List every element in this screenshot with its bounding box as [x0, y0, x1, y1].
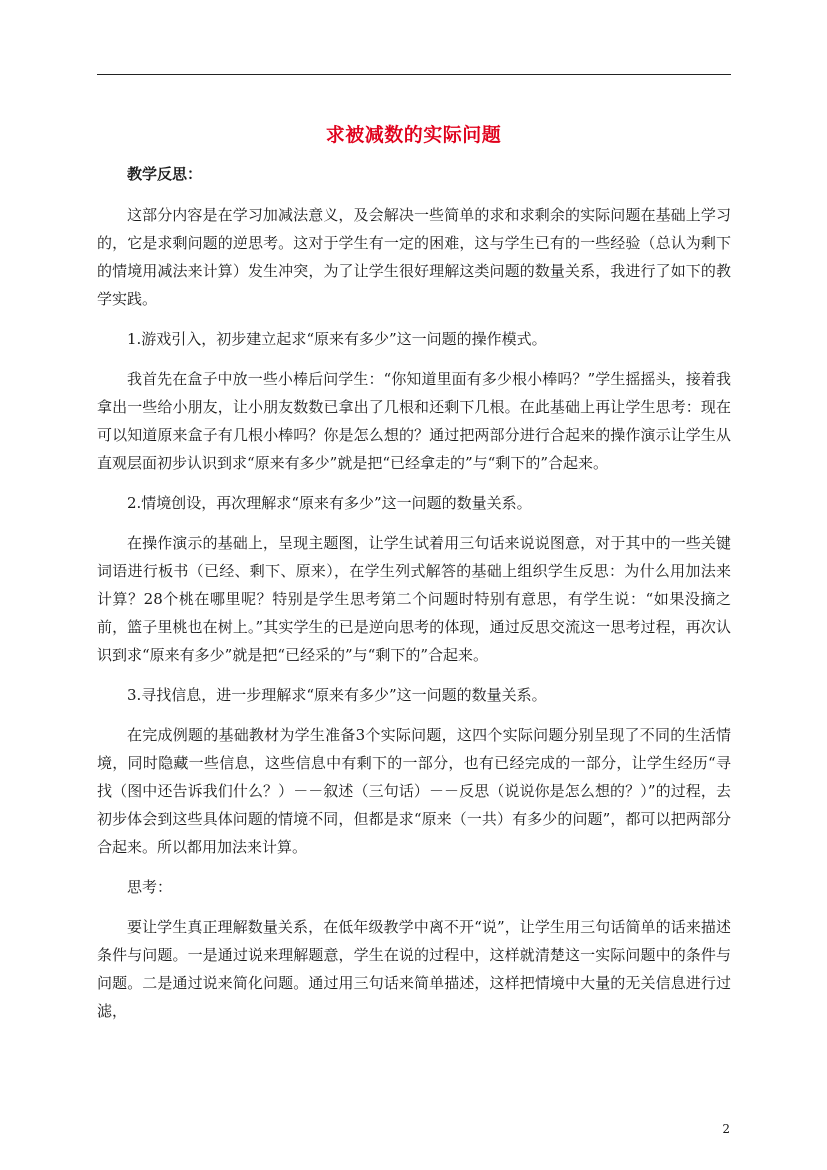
paragraph: 要让学生真正理解数量关系，在低年级教学中离不开“说”，让学生用三句话简单的话来描述条件与问题。一是通过说来理解题意，学生在说的过程中，这样就清楚这一实际问题中的条件与问题。二是通过说来简化问题。通过用三句话来简单描述，这样把情境中大量的无关信息进行过滤，: [97, 918, 731, 1020]
paragraph: 在完成例题的基础教材为学生准备3个实际问题，这四个实际问题分别呈现了不同的生活情境，同时隐藏一些信息，这些信息中有剩下的一部分，也有已经完成的一部分，让学生经历“寻找（图中还告诉我们什么？）－－叙述（三句话）－－反思（说说你是怎么想的？）”的过程，去初步体会到这些具体问题的情境不同，但都是求“原来（一共）有多少的问题”，都可以把两部分合起来。所以都用加法来计算。: [97, 726, 731, 856]
subheading: 思考：: [127, 878, 173, 896]
document-title: 求被减数的实际问题: [325, 124, 502, 146]
paragraph: 这部分内容是在学习加减法意义，及会解决一些简单的求和求剩余的实际问题在基础上学习的，它是求剩问题的逆思考。这对于学生有一定的困难，这与学生已有的一些经验（总认为剩下的情境用减法来计算）发生冲突，为了让学生很好理解这类问题的数量关系，我进行了如下的教学实践。: [97, 206, 731, 308]
document-body: [97, 160, 731, 1037]
step-heading: 2.情境创设，再次理解求“原来有多少”这一问题的数量关系。: [127, 494, 532, 512]
step-heading: 3.寻找信息，进一步理解求“原来有多少”这一问题的数量关系。: [127, 686, 547, 704]
paragraph: 我首先在盒子中放一些小棒后问学生：“你知道里面有多少根小棒吗？”学生摇摇头，接着我拿出一些给小朋友，让小朋友数数已拿出了几根和还剩下几根。在此基础上再让学生思考：现在可以知道原来盒子有几根小棒吗？你是怎么想的？通过把两部分进行合起来的操作演示让学生从直观层面初步认识到求“原来有多少”就是把“已经拿走的”与“剩下的”合起来。: [97, 370, 731, 472]
header-rule: [97, 74, 731, 75]
section-heading: 教学反思：: [127, 165, 203, 183]
step-heading: 1.游戏引入，初步建立起求“原来有多少”这一问题的操作模式。: [127, 330, 547, 348]
paragraph: 在操作演示的基础上，呈现主题图，让学生试着用三句话来说说图意，对于其中的一些关键词语进行板书（已经、剩下、原来），在学生列式解答的基础上组织学生反思：为什么用加法来计算？28个桃在哪里呢？特别是学生思考第二个问题时特别有意思，有学生说：“如果没摘之前，篮子里桃也在树上。”其实学生的已是逆向思考的体现，通过反思交流这一思考过程，再次认识到求“原来有多少”就是把“已经采的”与“剩下的”合起来。: [97, 534, 731, 664]
page-number: 2: [722, 1122, 730, 1136]
